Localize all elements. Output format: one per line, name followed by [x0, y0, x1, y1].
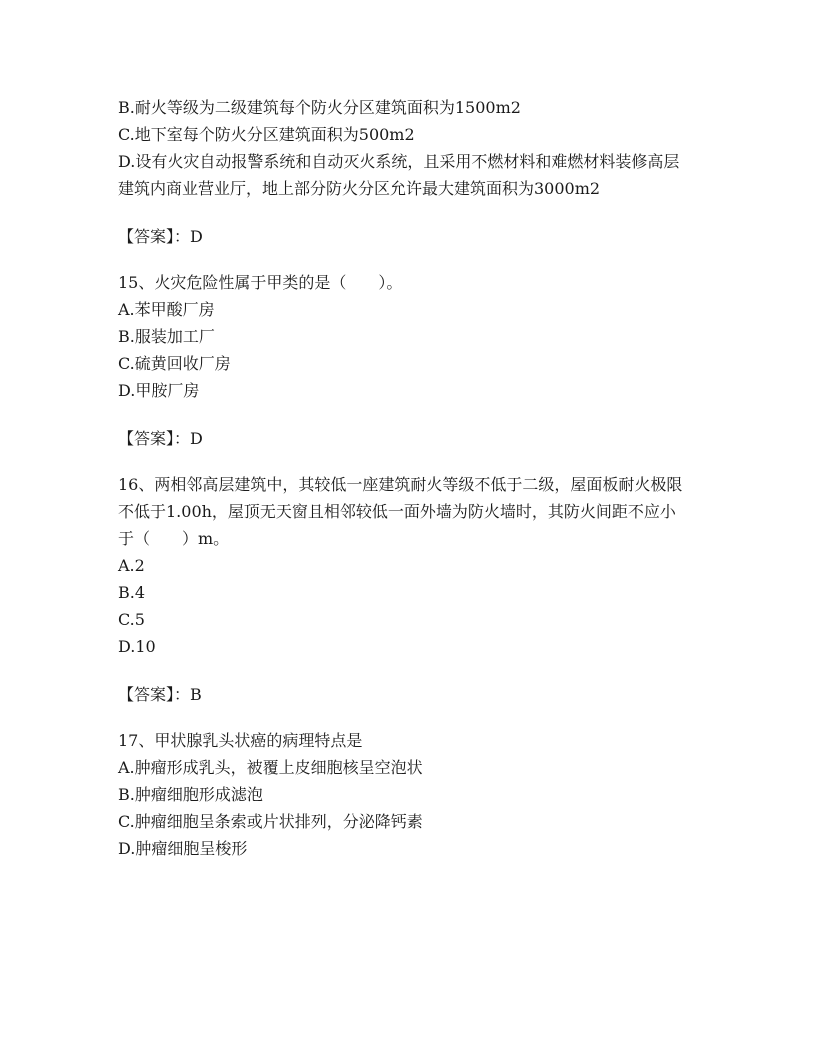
option-a: A.2	[118, 556, 145, 575]
option-a: A.苯甲酸厂房	[118, 300, 215, 319]
question-stem: 16、两相邻高层建筑中，其较低一座建筑耐火等级不低于二级，屋面板耐火极限不低于1.00h，屋顶无天窗且相邻较低一面外墙为防火墙时，其防火间距不应小于（ ）m。	[118, 475, 683, 548]
option-b: B.肿瘤细胞形成滤泡	[118, 785, 263, 804]
answer: 【答案】：D	[118, 429, 203, 448]
option-b: B.耐火等级为二级建筑每个防火分区建筑面积为1500m2	[118, 98, 521, 117]
option-b: B.4	[118, 583, 146, 602]
exam-document	[118, 94, 698, 862]
option-d: D.10	[118, 637, 156, 656]
question-stem: 17、甲状腺乳头状癌的病理特点是	[118, 731, 363, 750]
question-15	[118, 269, 698, 404]
prev-question	[118, 94, 698, 202]
question-stem: 15、火灾危险性属于甲类的是（ ）。	[118, 273, 403, 292]
question-17	[118, 727, 698, 862]
option-d: D.甲胺厂房	[118, 381, 200, 400]
option-d: D.设有火灾自动报警系统和自动灭火系统，且采用不燃材料和难燃材料装修高层建筑内商业营业厅，地上部分防火分区允许最大建筑面积为3000m2	[118, 152, 680, 198]
option-d: D.肿瘤细胞呈梭形	[118, 839, 248, 858]
option-c: C.肿瘤细胞呈条索或片状排列，分泌降钙素	[118, 812, 423, 831]
option-c: C.硫黄回收厂房	[118, 354, 231, 373]
option-c: C.5	[118, 610, 145, 629]
option-a: A.肿瘤形成乳头，被覆上皮细胞核呈空泡状	[118, 758, 423, 777]
option-c: C.地下室每个防火分区建筑面积为500m2	[118, 125, 415, 144]
answer: 【答案】：D	[118, 227, 203, 246]
answer: 【答案】：B	[118, 685, 202, 704]
question-16	[118, 471, 698, 660]
option-b: B.服装加工厂	[118, 327, 215, 346]
